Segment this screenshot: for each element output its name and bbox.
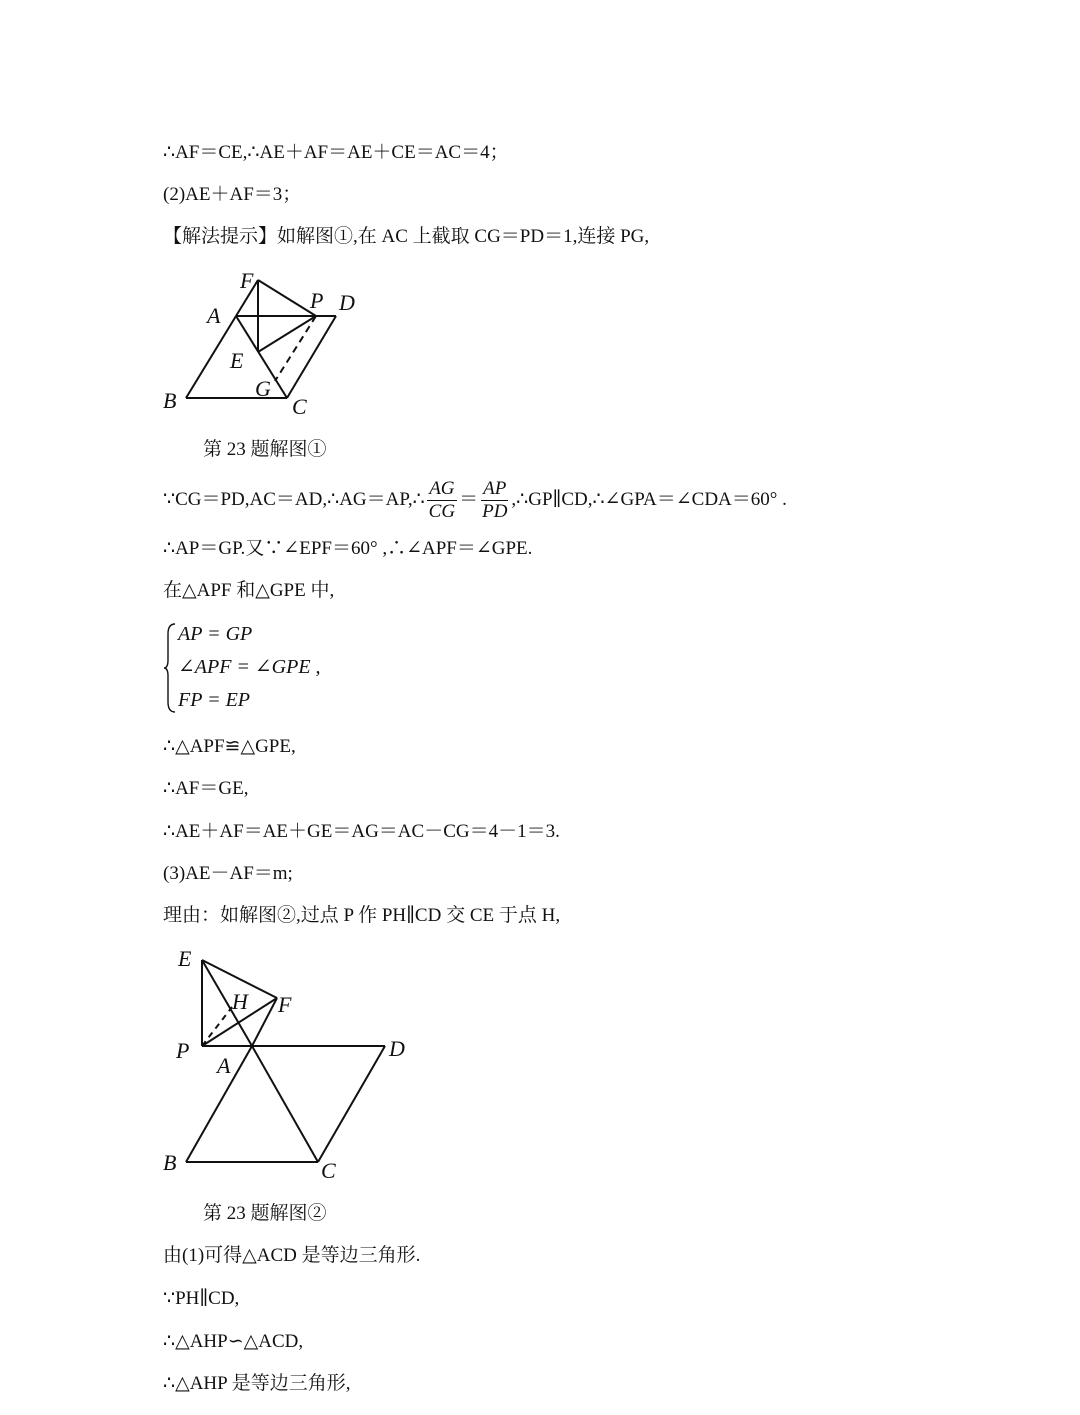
text-line-4-pre: ∵CG＝PD,AC＝AD,∴AG＝AP,∴ — [163, 489, 425, 510]
fig1-label-p: P — [310, 288, 324, 313]
fig1-line-ab — [186, 316, 236, 398]
text-line-15: ∴△AHP 是等边三角形, — [163, 1373, 351, 1394]
figure-1 — [150, 262, 390, 422]
system-eq-2: ∠APF = ∠GPE , — [178, 656, 321, 678]
text-line-1: ∴AF＝CE,∴AE＋AF＝AE＋CE＝AC＝4； — [163, 142, 509, 163]
fig1-label-a: A — [207, 303, 221, 328]
fig1-line-pg — [275, 316, 316, 381]
text-line-5: ∴AP＝GP.又∵∠EPF＝60° ,∴∠APF＝∠GPE. — [163, 538, 533, 559]
fig2-label-b: B — [163, 1150, 177, 1175]
fig2-line-ac — [252, 1046, 318, 1162]
fig1-label-e: E — [230, 348, 244, 373]
fig2-label-a: A — [217, 1053, 231, 1078]
fraction-ag-cg-numerator: AG — [429, 478, 455, 500]
text-line-10: (3)AE－AF＝m; — [163, 863, 293, 884]
text-line-14: ∴△AHP∽△ACD, — [163, 1331, 304, 1352]
fig1-label-d: D — [339, 290, 355, 315]
system-brace — [163, 622, 177, 714]
fig1-label-b: B — [163, 388, 177, 413]
fig2-line-cd — [318, 1046, 385, 1162]
fig2-label-h: H — [232, 989, 248, 1014]
text-line-6: 在△APF 和△GPE 中, — [163, 580, 335, 601]
fraction-ag-cg — [427, 478, 457, 523]
text-line-2: (2)AE＋AF＝3； — [163, 184, 302, 205]
fig1-label-f: F — [240, 268, 254, 293]
fig2-label-f: F — [278, 992, 292, 1017]
fig1-line-fp — [258, 280, 316, 316]
system-eq-3: FP = EP — [178, 689, 251, 711]
fraction-ag-cg-denominator: CG — [428, 501, 456, 523]
fig2-label-d: D — [389, 1036, 405, 1061]
text-line-11: 理由：如解图②,过点 P 作 PH∥CD 交 CE 于点 H, — [163, 905, 561, 926]
fraction-ap-pd-numerator: AP — [483, 478, 507, 500]
fig2-label-e: E — [178, 946, 192, 971]
text-line-13: ∵PH∥CD, — [163, 1288, 240, 1309]
fig1-label-c: C — [292, 394, 307, 419]
fig2-label-p: P — [176, 1038, 190, 1063]
text-line-4-post: ,∴GP∥CD,∴∠GPA＝∠CDA＝60° . — [511, 489, 787, 510]
fraction-ap-pd-denominator: PD — [482, 501, 508, 523]
text-line-8: ∴AF＝GE, — [163, 778, 249, 799]
fraction-ap-pd — [480, 478, 509, 523]
text-line-3: 【解法提示】如解图①,在 AC 上截取 CG＝PD＝1,连接 PG, — [163, 226, 650, 247]
equals-sign: ＝ — [459, 489, 479, 510]
system-eq-1: AP = GP — [178, 623, 253, 645]
text-line-12: 由(1)可得△ACD 是等边三角形. — [163, 1245, 421, 1266]
fig1-line-ep — [258, 316, 316, 352]
fig2-line-ph — [202, 1007, 232, 1046]
figure-1-caption: 第 23 题解图① — [203, 439, 327, 460]
figure-2-caption: 第 23 题解图② — [203, 1203, 327, 1224]
fig1-label-g: G — [255, 376, 271, 401]
text-line-7: ∴△APF≌△GPE, — [163, 736, 296, 757]
text-line-4 — [163, 478, 787, 523]
figure-2 — [150, 940, 420, 1185]
text-line-9: ∴AE＋AF＝AE＋GE＝AG＝AC－CG＝4－1＝3. — [163, 821, 560, 842]
fig2-label-c: C — [321, 1158, 336, 1183]
